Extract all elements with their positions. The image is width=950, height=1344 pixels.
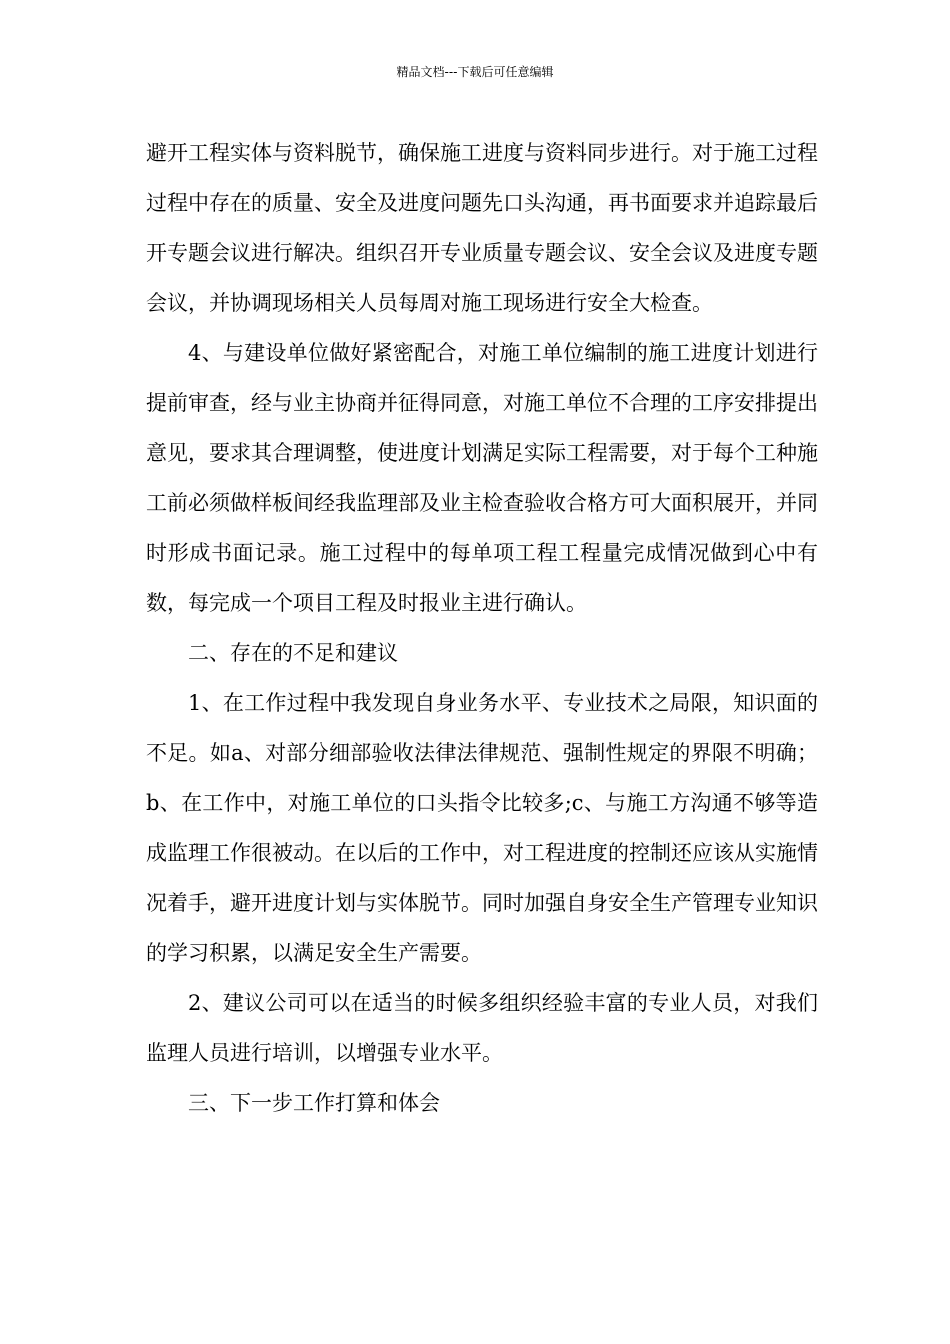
section-heading-shortcomings: 二、存在的不足和建议 [188, 641, 398, 665]
paragraph-item-4: 4、与建设单位做好紧密配合，对施工单位编制的施工进度计划进行提前审查，经与业主协商并征得同意，对施工单位不合理的工序安排提出意见，要求其合理调整，使进度计划满足实际工程需要，对于每个工种施工前必须做样板间经我监理部及业主检查验收合格方可大面积展开，并同时形成书面记录。施工过程中的每单项工程工程量完成情况做到心中有数，每完成一个项目工程及时报业主进行确认。 [146, 341, 818, 615]
page-header: 精品文档---下载后可任意编辑 [396, 65, 554, 79]
document-body [146, 128, 818, 1128]
paragraph-item-1: 1、在工作过程中我发现自身业务水平、专业技术之局限，知识面的不足。如a、对部分细部验收法律法律规范、强制性规定的界限不明确；b、在工作中，对施工单位的口头指令比较多;c、与施工方沟通不够等造成监理工作很被动。在以后的工作中，对工程进度的控制还应该从实施情况着手，避开进度计划与实体脱节。同时加强自身安全生产管理专业知识的学习积累，以满足安全生产需要。 [146, 691, 818, 965]
paragraph-continuation: 避开工程实体与资料脱节，确保施工进度与资料同步进行。对于施工过程过程中存在的质量、安全及进度问题先口头沟通，再书面要求并追踪最后开专题会议进行解决。组织召开专业质量专题会议、安全会议及进度专题会议，并协调现场相关人员每周对施工现场进行安全大检查。 [146, 141, 818, 315]
section-heading-next-steps: 三、下一步工作打算和体会 [188, 1091, 440, 1115]
paragraph-item-2: 2、建议公司可以在适当的时候多组织经验丰富的专业人员，对我们监理人员进行培训，以增强专业水平。 [146, 991, 818, 1065]
